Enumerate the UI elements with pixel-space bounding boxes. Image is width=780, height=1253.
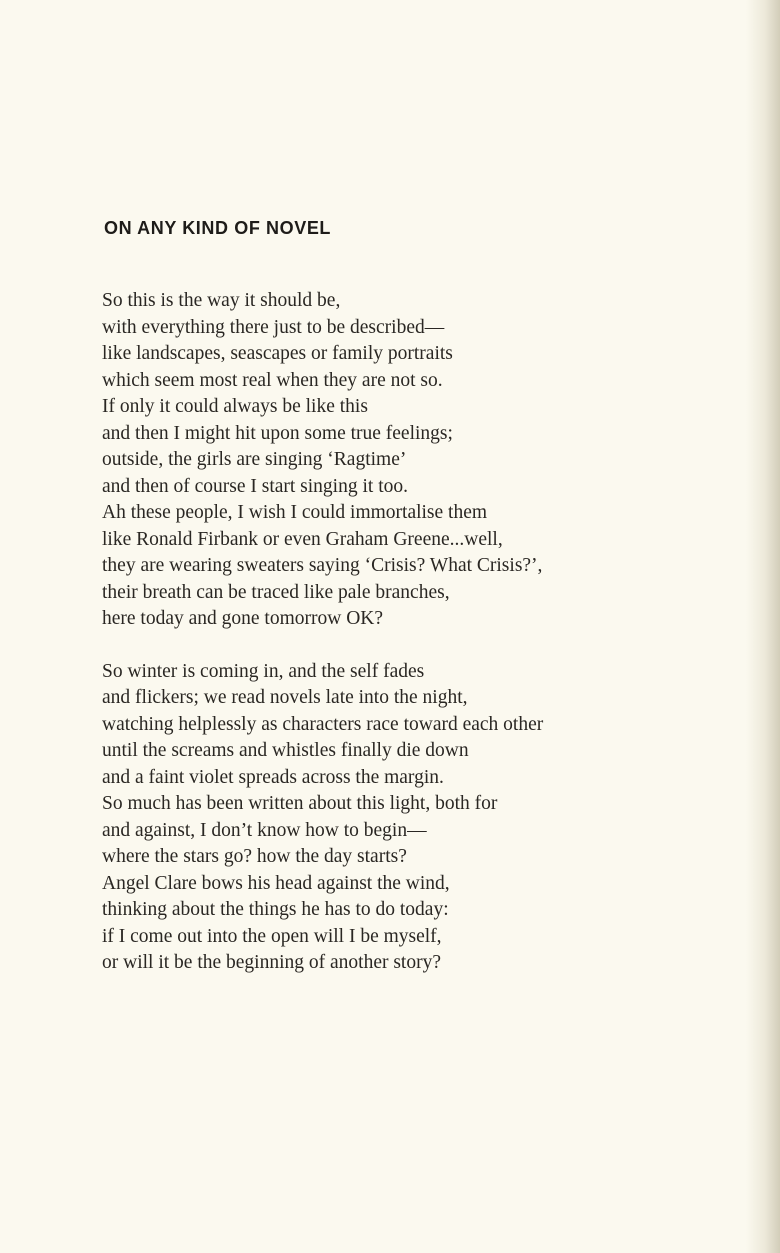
poem-line: they are wearing sweaters saying ‘Crisis? What Crisis?’, [102,555,543,576]
poem-body [102,288,742,1003]
poem-line: Angel Clare bows his head against the wind, [102,872,450,894]
poem-line: thinking about the things he has to do today: [102,899,449,920]
poem-line: outside, the girls are singing ‘Ragtime’ [102,449,407,470]
poem-line: watching helplessly as characters race toward each other [102,713,544,735]
poem-line: So much has been written about this light, both for [102,793,498,814]
poem-line: and against, I don’t know how to begin— [102,819,427,841]
poem-line: If only it could always be like this [102,396,368,417]
stanza-2 [102,659,742,977]
poem-line: or will it be the beginning of another story? [102,952,442,973]
poem-line: their breath can be traced like pale branches, [102,581,450,603]
page-binding-shadow [746,0,780,1253]
poem-line: where the stars go? how the day starts? [102,846,407,867]
poem-line: and then of course I start singing it too. [102,475,408,497]
poem-line: until the screams and whistles finally die down [102,740,469,761]
poem-line: and then I might hit upon some true feelings; [102,422,453,444]
poem-line: and a faint violet spreads across the margin. [102,766,444,788]
poem-line: here today and gone tomorrow OK? [102,608,384,629]
poem-line: if I come out into the open will I be myself, [102,925,442,947]
stanza-1 [102,288,742,633]
poem-line: So this is the way it should be, [102,290,341,311]
poem-line: like landscapes, seascapes or family portraits [102,343,453,364]
poem-title: ON ANY KIND OF NOVEL [104,218,332,238]
poem-line: Ah these people, I wish I could immortalise them [102,502,488,523]
poem-line: and flickers; we read novels late into the night, [102,687,468,708]
poem-line: So winter is coming in, and the self fades [102,660,425,682]
poem-line: which seem most real when they are not so. [102,369,443,391]
poem-line: with everything there just to be described— [102,316,445,338]
poem-line: like Ronald Firbank or even Graham Greene...well, [102,528,503,550]
